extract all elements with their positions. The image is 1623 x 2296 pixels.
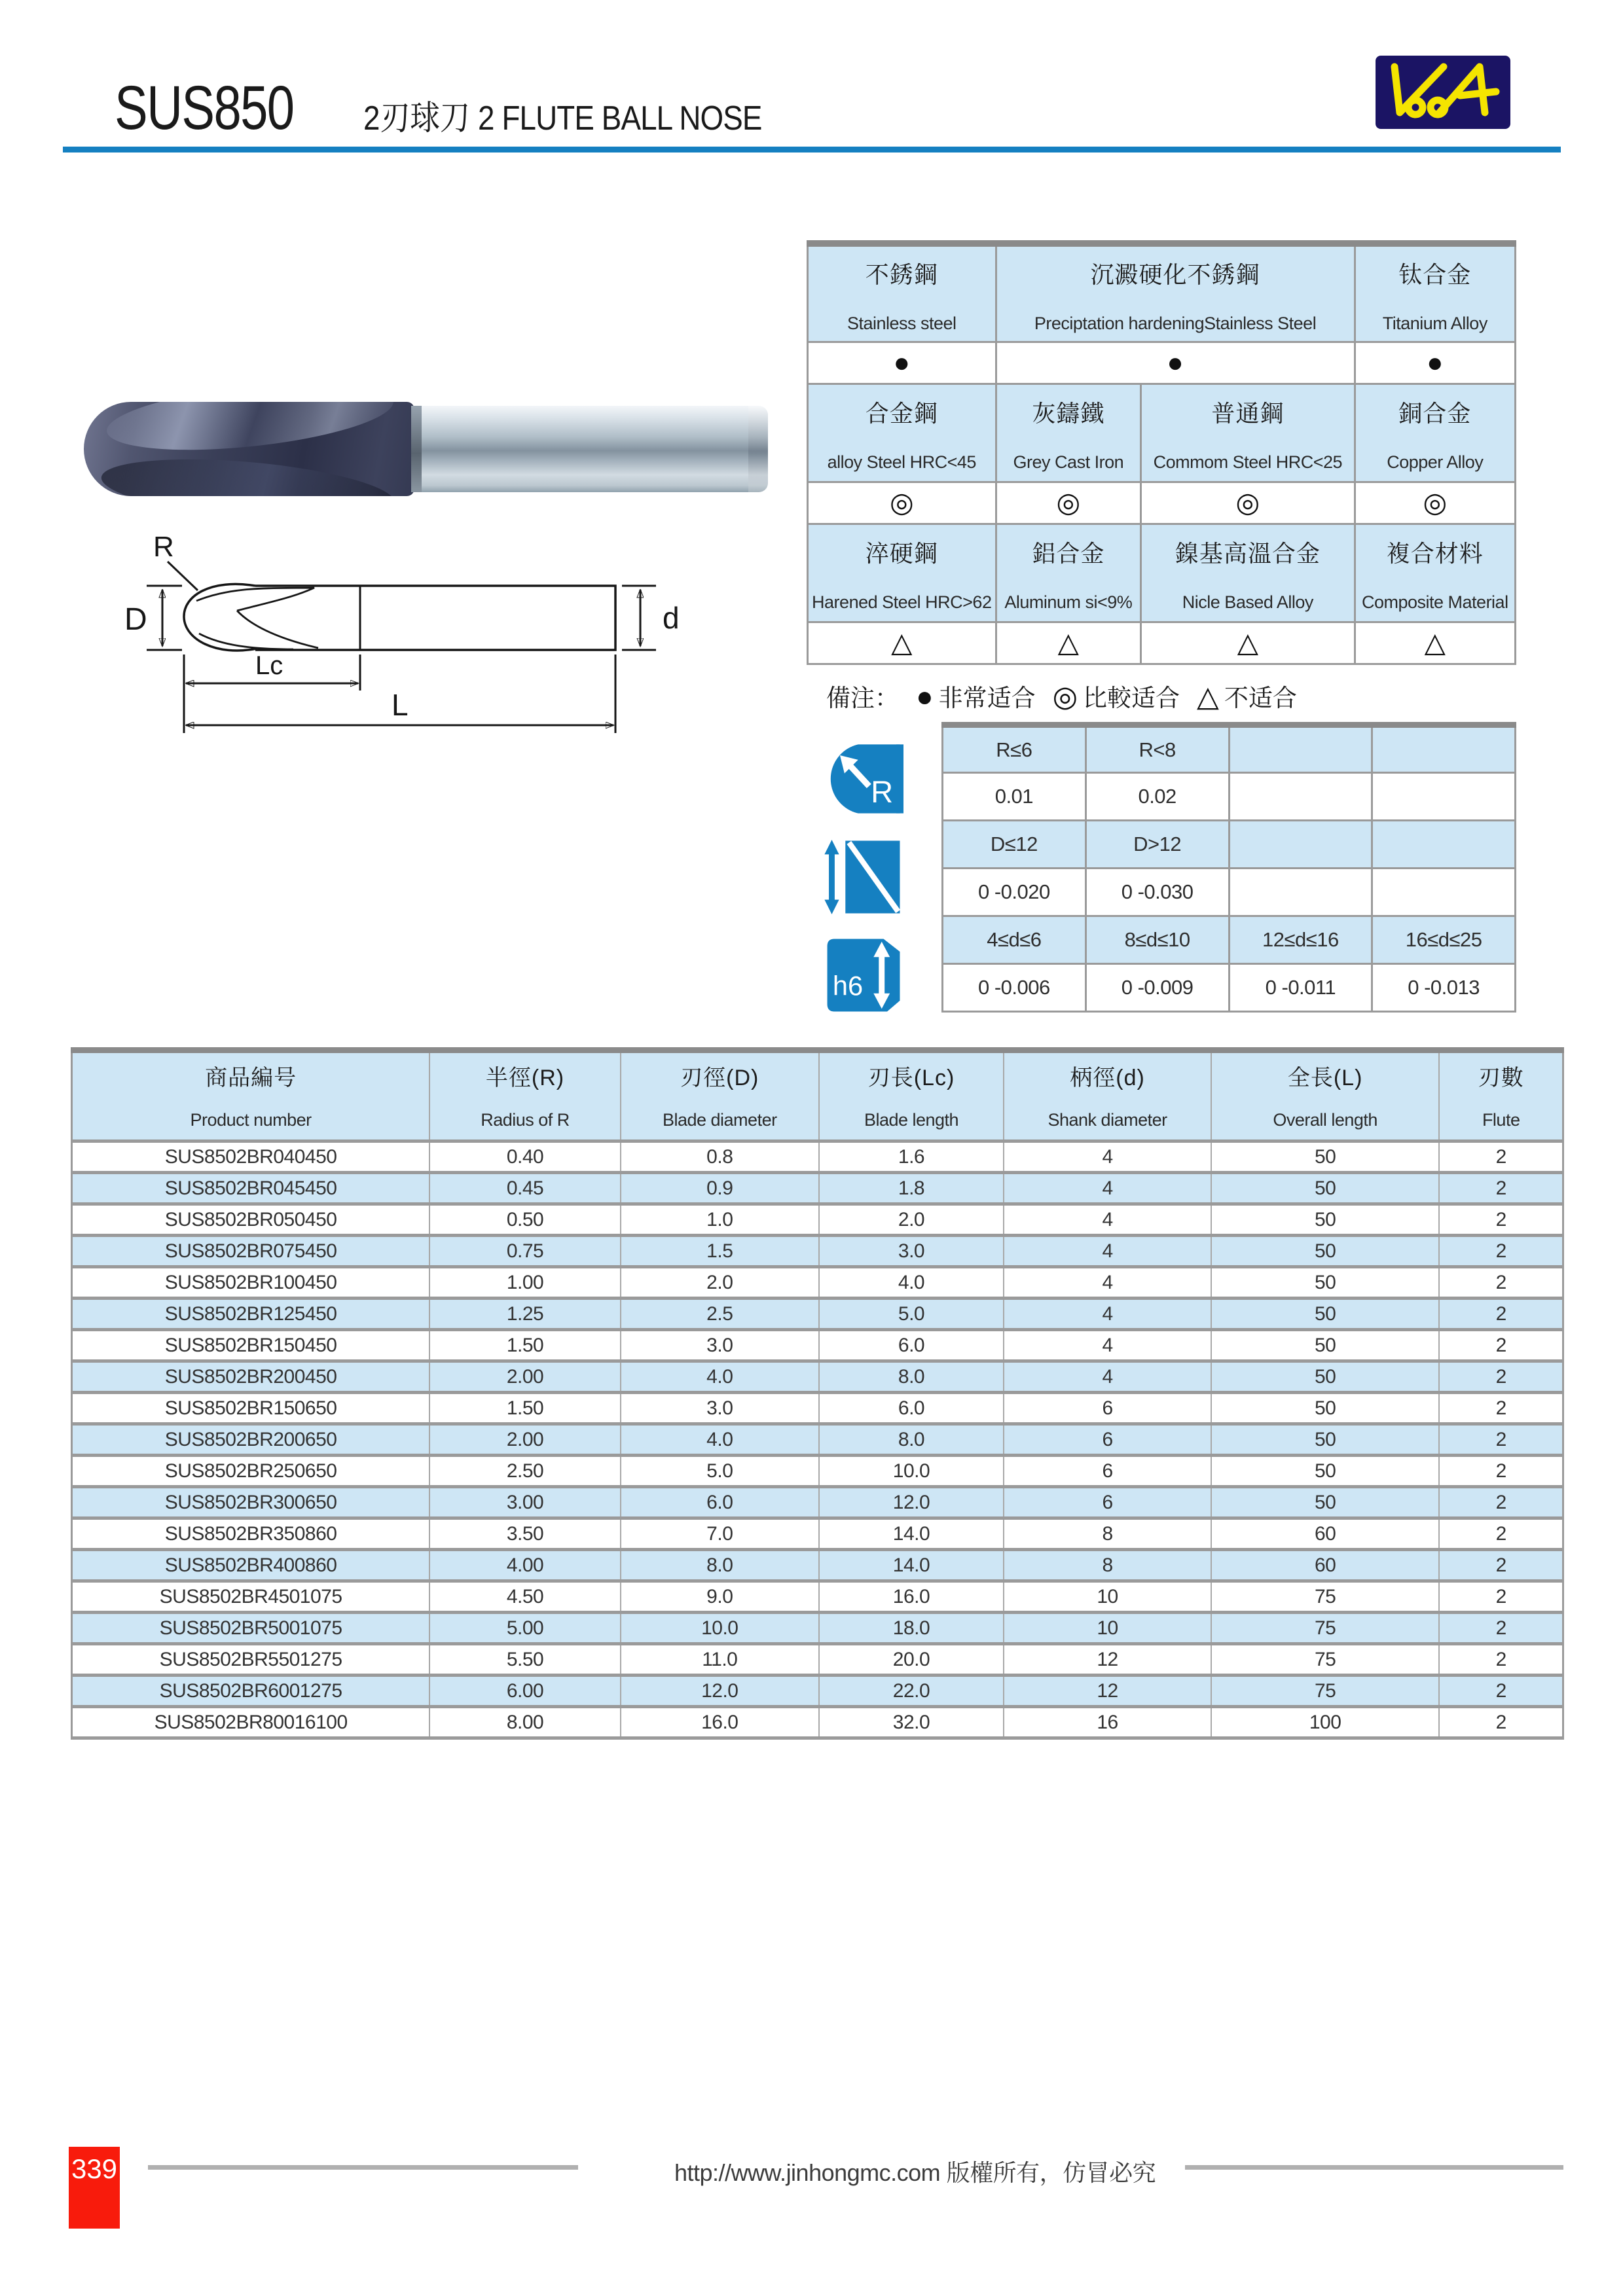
tolerance-cell: [1229, 869, 1372, 916]
product-value-cell: 2: [1439, 1393, 1563, 1424]
material-cell: 灰鑄鐵 Grey Cast Iron: [996, 384, 1141, 482]
product-value-cell: 75: [1211, 1644, 1440, 1676]
product-number-cell: SUS8502BR5001075: [72, 1613, 430, 1644]
product-value-cell: 4.50: [429, 1581, 621, 1613]
product-value-cell: 50: [1211, 1487, 1440, 1518]
column-header-blade-diameter: 刃徑(D) Blade diameter: [621, 1050, 819, 1141]
product-number-cell: SUS8502BR300650: [72, 1487, 430, 1518]
page-header: [115, 73, 816, 143]
material-header-row: [808, 524, 1516, 622]
product-value-cell: 14.0: [819, 1518, 1004, 1550]
tolerance-cell: 0 -0.020: [943, 869, 1086, 916]
product-number-cell: SUS8502BR6001275: [72, 1676, 430, 1707]
product-row: [72, 1330, 1563, 1361]
tolerance-cell: [1229, 725, 1372, 773]
suitability-double-circle-icon: ◎: [1141, 482, 1355, 524]
tolerance-cell: 0.02: [1085, 773, 1229, 821]
product-value-cell: 32.0: [819, 1707, 1004, 1738]
product-row: [72, 1141, 1563, 1173]
column-header-shank-diameter: 柄徑(d) Shank diameter: [1004, 1050, 1211, 1141]
material-symbol-row: [808, 342, 1516, 384]
product-value-cell: 2: [1439, 1361, 1563, 1393]
product-value-cell: 50: [1211, 1204, 1440, 1236]
product-row: [72, 1299, 1563, 1330]
tolerance-cell: R<8: [1085, 725, 1229, 773]
product-value-cell: 4: [1004, 1141, 1211, 1173]
tolerance-cell: 0 -0.006: [943, 964, 1086, 1012]
column-header-radius: 半徑(R) Radius of R: [429, 1050, 621, 1141]
tool-dimension-diagram: [98, 524, 687, 753]
suitability-triangle-icon: △: [996, 622, 1141, 664]
legend-text: 非常适合: [938, 685, 1036, 711]
product-number-cell: SUS8502BR200650: [72, 1424, 430, 1456]
product-value-cell: 6: [1004, 1393, 1211, 1424]
ball-radius-icon: [824, 739, 903, 819]
product-value-cell: 12: [1004, 1644, 1211, 1676]
product-row: [72, 1267, 1563, 1299]
product-number-cell: SUS8502BR5501275: [72, 1644, 430, 1676]
product-value-cell: 50: [1211, 1267, 1440, 1299]
product-value-cell: 10.0: [819, 1456, 1004, 1487]
product-value-cell: 8.00: [429, 1707, 621, 1738]
product-value-cell: 16.0: [621, 1707, 819, 1738]
tolerance-row: [943, 964, 1516, 1012]
double-circle-icon: ◎: [1052, 681, 1078, 713]
material-cell: 鋁合金 Aluminum si<9%: [996, 524, 1141, 622]
product-value-cell: 5.0: [819, 1299, 1004, 1330]
product-row: [72, 1204, 1563, 1236]
product-value-cell: 50: [1211, 1141, 1440, 1173]
product-value-cell: 1.25: [429, 1299, 621, 1330]
legend-item: [1197, 678, 1297, 713]
product-value-cell: 1.50: [429, 1393, 621, 1424]
product-value-cell: 50: [1211, 1299, 1440, 1330]
product-value-cell: 2: [1439, 1644, 1563, 1676]
subtitle-chinese: 2刃球刀: [363, 99, 470, 138]
product-value-cell: 6.0: [621, 1487, 819, 1518]
tolerance-cell: 0 -0.009: [1085, 964, 1229, 1012]
brand-logo-icon: [1375, 55, 1511, 130]
product-value-cell: 4: [1004, 1361, 1211, 1393]
tolerance-cell: 0 -0.030: [1085, 869, 1229, 916]
product-value-cell: 12.0: [621, 1676, 819, 1707]
product-value-cell: 2: [1439, 1487, 1563, 1518]
product-value-cell: 4: [1004, 1236, 1211, 1267]
tolerance-cell: 0 -0.011: [1229, 964, 1372, 1012]
product-value-cell: 0.40: [429, 1141, 621, 1173]
material-header-row: [808, 384, 1516, 482]
svg-text:R: R: [871, 774, 894, 810]
product-value-cell: 2: [1439, 1518, 1563, 1550]
product-value-cell: 2: [1439, 1204, 1563, 1236]
material-cell: 淬硬鋼 Harened Steel HRC>62: [808, 524, 996, 622]
product-value-cell: 4.0: [621, 1424, 819, 1456]
product-value-cell: 1.5: [621, 1236, 819, 1267]
product-table-body: [72, 1141, 1563, 1738]
tolerance-icons: [824, 722, 909, 1023]
column-header-product-number: 商品編号 Product number: [72, 1050, 430, 1141]
product-value-cell: 4: [1004, 1173, 1211, 1204]
tolerance-cell: D>12: [1085, 821, 1229, 869]
tolerance-cell: 4≤d≤6: [943, 916, 1086, 964]
suitability-filled-circle-icon: ●: [808, 342, 996, 384]
product-row: [72, 1456, 1563, 1487]
footer-divider-right: [1185, 2165, 1563, 2170]
product-value-cell: 4.0: [621, 1361, 819, 1393]
product-value-cell: 8.0: [819, 1361, 1004, 1393]
footer-copyright: http://www.jinhongmc.com 版權所有，仿冒必究: [674, 2159, 1156, 2186]
material-symbol-row: [808, 622, 1516, 664]
tolerance-cell: D≤12: [943, 821, 1086, 869]
tool-photo-shank: [411, 406, 768, 492]
product-value-cell: 75: [1211, 1676, 1440, 1707]
product-value-cell: 8.0: [621, 1550, 819, 1581]
material-cell: 銅合金 Copper Alloy: [1355, 384, 1515, 482]
tolerance-cell: 8≤d≤10: [1085, 916, 1229, 964]
product-value-cell: 50: [1211, 1330, 1440, 1361]
product-value-cell: 75: [1211, 1613, 1440, 1644]
suitability-double-circle-icon: ◎: [1355, 482, 1515, 524]
product-value-cell: 16: [1004, 1707, 1211, 1738]
product-value-cell: 2: [1439, 1173, 1563, 1204]
product-value-cell: 2: [1439, 1613, 1563, 1644]
diagram-label-L: L: [392, 688, 409, 722]
legend-text: 不适合: [1224, 685, 1297, 711]
tolerance-row: [943, 821, 1516, 869]
suitability-triangle-icon: △: [1141, 622, 1355, 664]
product-value-cell: 1.0: [621, 1204, 819, 1236]
column-header-overall-length: 全長(L) Overall length: [1211, 1050, 1440, 1141]
product-number-cell: SUS8502BR400860: [72, 1550, 430, 1581]
footer-divider-left: [148, 2165, 578, 2170]
product-row: [72, 1707, 1563, 1738]
product-value-cell: 7.0: [621, 1518, 819, 1550]
product-value-cell: 2: [1439, 1141, 1563, 1173]
legend-item: [1053, 678, 1180, 713]
product-value-cell: 5.50: [429, 1644, 621, 1676]
tolerance-cell: [1229, 773, 1372, 821]
header-divider: [63, 147, 1561, 152]
column-header-blade-length: 刃長(Lc) Blade length: [819, 1050, 1004, 1141]
product-value-cell: 8: [1004, 1518, 1211, 1550]
product-value-cell: 0.45: [429, 1173, 621, 1204]
product-value-cell: 1.6: [819, 1141, 1004, 1173]
product-value-cell: 2: [1439, 1550, 1563, 1581]
product-value-cell: 18.0: [819, 1613, 1004, 1644]
tolerance-cell: [1372, 773, 1516, 821]
material-header-row: [808, 243, 1516, 342]
product-value-cell: 75: [1211, 1581, 1440, 1613]
tool-photo: [84, 398, 768, 500]
product-value-cell: 2: [1439, 1236, 1563, 1267]
product-value-cell: 2.0: [621, 1267, 819, 1299]
tolerance-cell: [1372, 725, 1516, 773]
product-value-cell: 3.50: [429, 1518, 621, 1550]
product-value-cell: 10.0: [621, 1613, 819, 1644]
product-value-cell: 4: [1004, 1267, 1211, 1299]
material-symbol-row: [808, 482, 1516, 524]
product-row: [72, 1361, 1563, 1393]
product-value-cell: 9.0: [621, 1581, 819, 1613]
material-suitability-table: [807, 240, 1516, 665]
product-value-cell: 12.0: [819, 1487, 1004, 1518]
suitability-double-circle-icon: ◎: [996, 482, 1141, 524]
product-row: [72, 1393, 1563, 1424]
product-row: [72, 1550, 1563, 1581]
product-value-cell: 50: [1211, 1456, 1440, 1487]
diagram-label-R: R: [153, 531, 174, 563]
product-number-cell: SUS8502BR100450: [72, 1267, 430, 1299]
product-value-cell: 0.75: [429, 1236, 621, 1267]
product-value-cell: 2.50: [429, 1456, 621, 1487]
suitability-filled-circle-icon: ●: [996, 342, 1355, 384]
product-value-cell: 2.00: [429, 1361, 621, 1393]
product-value-cell: 2.0: [819, 1204, 1004, 1236]
product-value-cell: 10: [1004, 1613, 1211, 1644]
page-subtitle: [363, 101, 762, 137]
product-value-cell: 20.0: [819, 1644, 1004, 1676]
product-number-cell: SUS8502BR80016100: [72, 1707, 430, 1738]
product-value-cell: 6.0: [819, 1330, 1004, 1361]
subtitle-english: 2 FLUTE BALL NOSE: [477, 99, 762, 138]
product-value-cell: 1.00: [429, 1267, 621, 1299]
material-cell: 鎳基高溫合金 Nicle Based Alloy: [1141, 524, 1355, 622]
blade-diameter-icon: [824, 837, 903, 917]
product-value-cell: 2.00: [429, 1424, 621, 1456]
product-value-cell: 2: [1439, 1581, 1563, 1613]
product-value-cell: 60: [1211, 1550, 1440, 1581]
product-value-cell: 4: [1004, 1330, 1211, 1361]
product-value-cell: 0.50: [429, 1204, 621, 1236]
product-row: [72, 1676, 1563, 1707]
product-row: [72, 1173, 1563, 1204]
product-value-cell: 5.0: [621, 1456, 819, 1487]
page-number-badge: [69, 2147, 120, 2229]
product-value-cell: 2.5: [621, 1299, 819, 1330]
product-value-cell: 0.9: [621, 1173, 819, 1204]
suitability-double-circle-icon: ◎: [808, 482, 996, 524]
tolerance-cell: [1229, 821, 1372, 869]
material-cell: 合金鋼 alloy Steel HRC<45: [808, 384, 996, 482]
product-value-cell: 2: [1439, 1267, 1563, 1299]
product-value-cell: 50: [1211, 1424, 1440, 1456]
product-value-cell: 2: [1439, 1330, 1563, 1361]
tolerance-row: [943, 725, 1516, 773]
h6-shank-tolerance-icon: [824, 935, 903, 1015]
legend-text: 比較适合: [1082, 685, 1180, 711]
legend-item: [916, 678, 1036, 713]
product-number-cell: SUS8502BR250650: [72, 1456, 430, 1487]
tool-photo-cutting-end: [84, 402, 414, 496]
product-row: [72, 1613, 1563, 1644]
tolerance-table: [941, 722, 1516, 1013]
diagram-label-d: d: [663, 601, 680, 635]
product-value-cell: 11.0: [621, 1644, 819, 1676]
product-value-cell: 2: [1439, 1676, 1563, 1707]
suitability-triangle-icon: △: [1355, 622, 1515, 664]
product-value-cell: 2: [1439, 1299, 1563, 1330]
tolerance-row: [943, 916, 1516, 964]
product-value-cell: 2: [1439, 1456, 1563, 1487]
product-number-cell: SUS8502BR050450: [72, 1204, 430, 1236]
product-row: [72, 1581, 1563, 1613]
product-number-cell: SUS8502BR045450: [72, 1173, 430, 1204]
product-value-cell: 2: [1439, 1707, 1563, 1738]
tolerance-cell: 12≤d≤16: [1229, 916, 1372, 964]
tolerance-row: [943, 869, 1516, 916]
product-value-cell: 4.00: [429, 1550, 621, 1581]
material-cell: 钛合金 Titanium Alloy: [1355, 243, 1515, 342]
tolerance-cell: 0 -0.013: [1372, 964, 1516, 1012]
page-number: 339: [71, 2153, 118, 2184]
triangle-icon: △: [1196, 681, 1219, 713]
product-number-cell: SUS8502BR150450: [72, 1330, 430, 1361]
product-value-cell: 4.0: [819, 1267, 1004, 1299]
diagram-label-D: D: [124, 602, 147, 637]
product-value-cell: 22.0: [819, 1676, 1004, 1707]
legend-label: 備注：: [826, 685, 899, 711]
product-value-cell: 6: [1004, 1487, 1211, 1518]
product-value-cell: 50: [1211, 1361, 1440, 1393]
product-value-cell: 16.0: [819, 1581, 1004, 1613]
suitability-filled-circle-icon: ●: [1355, 342, 1515, 384]
product-value-cell: 100: [1211, 1707, 1440, 1738]
product-number-cell: SUS8502BR200450: [72, 1361, 430, 1393]
product-value-cell: 14.0: [819, 1550, 1004, 1581]
product-number-cell: SUS8502BR040450: [72, 1141, 430, 1173]
product-value-cell: 12: [1004, 1676, 1211, 1707]
product-value-cell: 4: [1004, 1204, 1211, 1236]
material-cell: 沉澱硬化不銹鋼 Preciptation hardeningStainless Steel: [996, 243, 1355, 342]
product-value-cell: 8.0: [819, 1424, 1004, 1456]
page-title: SUS850: [115, 73, 294, 143]
product-table-header-row: [72, 1050, 1563, 1141]
product-value-cell: 50: [1211, 1393, 1440, 1424]
product-value-cell: 8: [1004, 1550, 1211, 1581]
product-value-cell: 0.8: [621, 1141, 819, 1173]
column-header-flute: 刃數 Flute: [1439, 1050, 1563, 1141]
product-row: [72, 1644, 1563, 1676]
product-value-cell: 6: [1004, 1424, 1211, 1456]
material-cell: 普通鋼 Commom Steel HRC<25: [1141, 384, 1355, 482]
product-value-cell: 6: [1004, 1456, 1211, 1487]
product-value-cell: 5.00: [429, 1613, 621, 1644]
svg-text:h6: h6: [832, 970, 864, 1001]
product-number-cell: SUS8502BR125450: [72, 1299, 430, 1330]
product-value-cell: 4: [1004, 1299, 1211, 1330]
product-value-cell: 1.50: [429, 1330, 621, 1361]
product-value-cell: 60: [1211, 1518, 1440, 1550]
product-value-cell: 3.00: [429, 1487, 621, 1518]
product-number-cell: SUS8502BR350860: [72, 1518, 430, 1550]
tolerance-cell: 0.01: [943, 773, 1086, 821]
suitability-legend: [826, 678, 1297, 713]
tolerance-cell: [1372, 869, 1516, 916]
product-value-cell: 6.0: [819, 1393, 1004, 1424]
tolerance-row: [943, 773, 1516, 821]
product-number-cell: SUS8502BR150650: [72, 1393, 430, 1424]
product-value-cell: 1.8: [819, 1173, 1004, 1204]
filled-circle-icon: ●: [916, 681, 934, 713]
product-number-cell: SUS8502BR075450: [72, 1236, 430, 1267]
product-value-cell: 2: [1439, 1424, 1563, 1456]
suitability-triangle-icon: △: [808, 622, 996, 664]
tolerance-cell: R≤6: [943, 725, 1086, 773]
tolerance-cell: 16≤d≤25: [1372, 916, 1516, 964]
tolerance-cell: [1372, 821, 1516, 869]
product-row: [72, 1236, 1563, 1267]
product-value-cell: 6.00: [429, 1676, 621, 1707]
product-value-cell: 3.0: [819, 1236, 1004, 1267]
product-value-cell: 50: [1211, 1173, 1440, 1204]
product-table: [71, 1047, 1564, 1740]
product-number-cell: SUS8502BR4501075: [72, 1581, 430, 1613]
product-value-cell: 10: [1004, 1581, 1211, 1613]
product-value-cell: 3.0: [621, 1393, 819, 1424]
material-cell: 複合材料 Composite Material: [1355, 524, 1515, 622]
product-row: [72, 1518, 1563, 1550]
diagram-label-Lc: Lc: [255, 651, 283, 680]
product-row: [72, 1487, 1563, 1518]
product-row: [72, 1424, 1563, 1456]
product-value-cell: 3.0: [621, 1330, 819, 1361]
material-cell: 不銹鋼 Stainless steel: [808, 243, 996, 342]
product-value-cell: 50: [1211, 1236, 1440, 1267]
